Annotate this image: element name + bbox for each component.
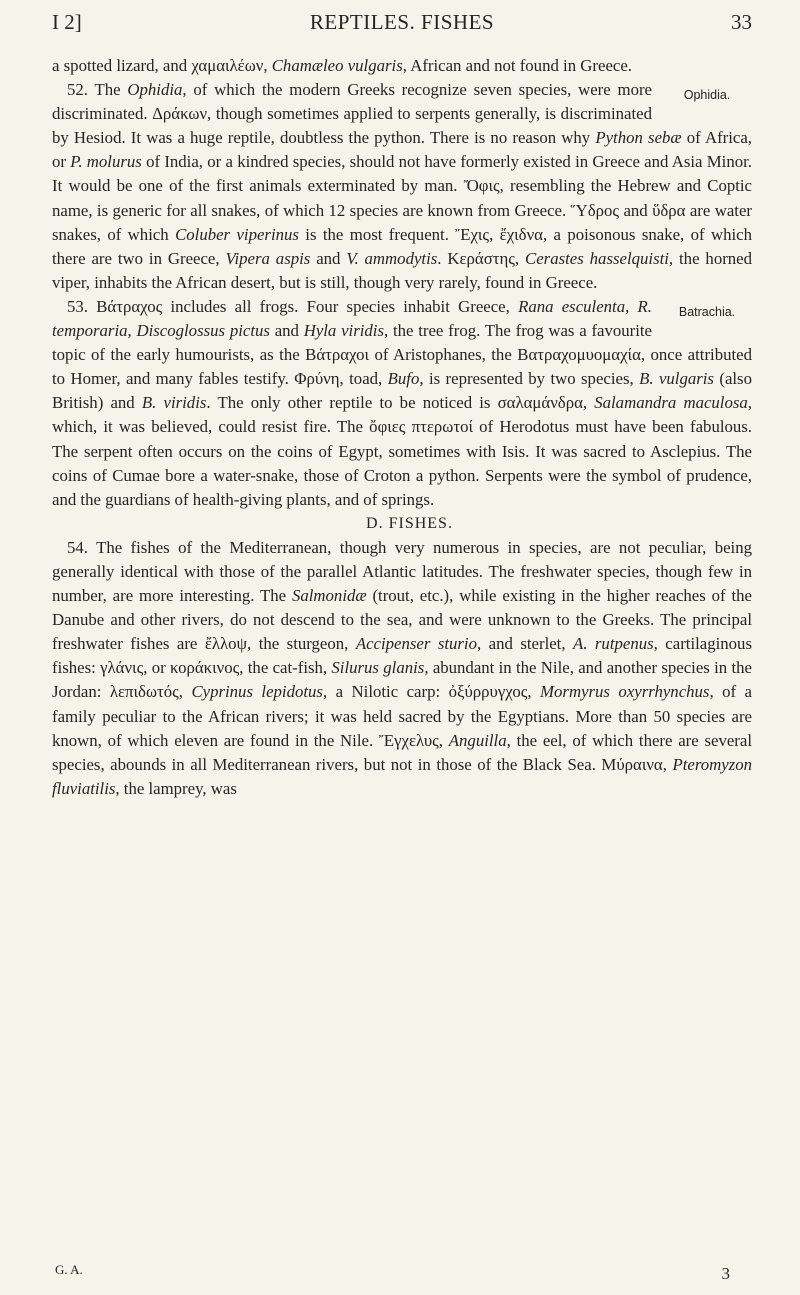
header-section-number: I 2] xyxy=(52,10,82,34)
greek-term: Βατραχομυομαχία xyxy=(517,345,641,365)
header-page-number: 33 xyxy=(731,10,752,34)
greek-term: Κεράστης xyxy=(447,248,515,268)
greek-term: Ὄφις xyxy=(463,176,500,196)
greek-term: λεπιδωτός xyxy=(109,682,179,702)
greek-term: ὄφιες πτερωτοί xyxy=(369,417,473,437)
greek-term: Βάτραχοι xyxy=(305,345,370,365)
header-title: REPTILES. FISHES xyxy=(309,10,495,34)
greek-term: χαμαιλέων xyxy=(191,56,264,75)
greek-term: Βάτραχος xyxy=(96,296,163,316)
signature-mark: G. A. xyxy=(55,1262,83,1277)
paragraph-fishes: 54. The fishes of the Mediterranean, though very numerous in species, are not peculiar, being generally identical with those of the parallel Atlantic latitudes. The freshwater species, though few in number, are more interesting. The Salmonidæ (trout, etc.), while existing in the higher reaches of the Danube and other rivers, do not descend to the sea, and were unknown to the Greeks. The principal freshwater fishes are ἔλλοψ, the sturgeon, Accipenser sturio, and sterlet, A. rutpenus, cartilaginous fishes: γλάνις, or κοράκινος, the cat-fish, Silurus glanis, abundant in the Nile, and another species in the Jordan: λεπιδωτός, Cyprinus lepidotus, a Nilotic carp: ὀξύρρυγχος, Mormyrus oxyrrhynchus, of a family peculiar to the African rivers; it was held sacred by the Egyptians. More than 50 species are known, of which eleven are found in the Nile. Ἔγχελυς, Anguilla, the eel, of which there are several species, abounds in all Mediterranean rivers, but not in those of the Black Sea. Μύραινα, Pteromyzon fluviatilis, the lamprey, was xyxy=(52,537,753,798)
page-body xyxy=(52,54,752,801)
margin-note-ophidia: Ophidia. xyxy=(683,88,731,103)
greek-term: γλάνις xyxy=(100,658,144,678)
margin-note-batrachia: Batrachia. xyxy=(678,304,736,319)
greek-term: Ὕδρος xyxy=(570,200,620,220)
greek-term: Ἔχις xyxy=(455,224,490,244)
species-name: Chamæleo vulgaris xyxy=(271,56,403,75)
paragraph-ophidia: Ophidia. 52. The Ophidia, of which the modern Greeks recognize seven species, were more discriminated. Δράκων, though sometimes applied to serpents generally, is discriminated by Hesiod. It was a huge reptile, doubtless the python. There is no reason why Python sebæ of Africa, or P. molurus of India, or a kindred species, should not have formerly existed in Greece and Asia Minor. It would be one of the first animals exterminated by man. Ὄφις, resembling the Hebrew and Coptic name, is generic for all snakes, of which 12 species are known from Greece. Ὕδρος and ὕδρα are water snakes, of which Coluber viperinus is the most frequent. Ἔχις, ἔχιδνα, a poisonous snake, of which there are two in Greece, Vipera aspis and V. ammodytis. Κεράστης, Cerastes hasselquisti, the horned viper, inhabits the African desert, but is still, though very rarely, found in Greece. xyxy=(52,80,753,292)
paragraph-batrachia: Batrachia. 53. Βάτραχος includes all frogs. Four species inhabit Greece, Rana esculenta, R. temporaria, Discoglossus pictus and Hyla viridis, the tree frog. The frog was a favourite topic of the early humourists, as the Βάτραχοι of Aristophanes, the Βατραχομυομαχία, once attributed to Homer, and many fables testify. Φρύνη, toad, Bufo, is represented by two species, B. vulgaris (also British) and B. viridis. The only other reptile to be noticed is σαλαμάνδρα, Salamandra maculosa, which, it was believed, could resist fire. The ὄφιες πτερωτοί of Herodotus must have been fabulous. The serpent often occurs on the coins of Egypt, sometimes with Isis. It was sacred to Asclepius. The coins of Cumae bore a water-snake, those of Croton a python. Serpents were the symbol of prudence, and the guardians of health-giving plants, and of springs. xyxy=(52,296,753,509)
page-footer xyxy=(52,1262,752,1286)
greek-term: ἔλλοψ xyxy=(204,634,248,654)
greek-term: ὕδρα xyxy=(652,200,686,220)
greek-term: Φρύνη xyxy=(294,369,340,389)
greek-term: σαλαμάνδρα xyxy=(497,393,583,413)
paragraph-number: 54. xyxy=(67,537,88,557)
greek-term: Μύραινα xyxy=(601,754,663,774)
greek-term: κοράκινος xyxy=(170,658,240,678)
sheet-number: 3 xyxy=(721,1264,730,1283)
section-heading-fishes: D. FISHES. xyxy=(366,514,453,532)
greek-term: ἔχιδνα xyxy=(499,224,543,244)
running-header xyxy=(52,10,752,40)
paragraph-chamaeleo: a spotted lizard, and χαμαιλέων, Chamæleo vulgaris, African and not found in Greece. xyxy=(52,56,632,75)
greek-term: Ἔγχελυς xyxy=(378,730,439,750)
paragraph-number: 52. xyxy=(67,80,88,100)
greek-term: ὀξύρρυγχος xyxy=(448,682,528,702)
greek-term: Δράκων xyxy=(152,104,208,124)
paragraph-number: 53. xyxy=(67,296,88,316)
